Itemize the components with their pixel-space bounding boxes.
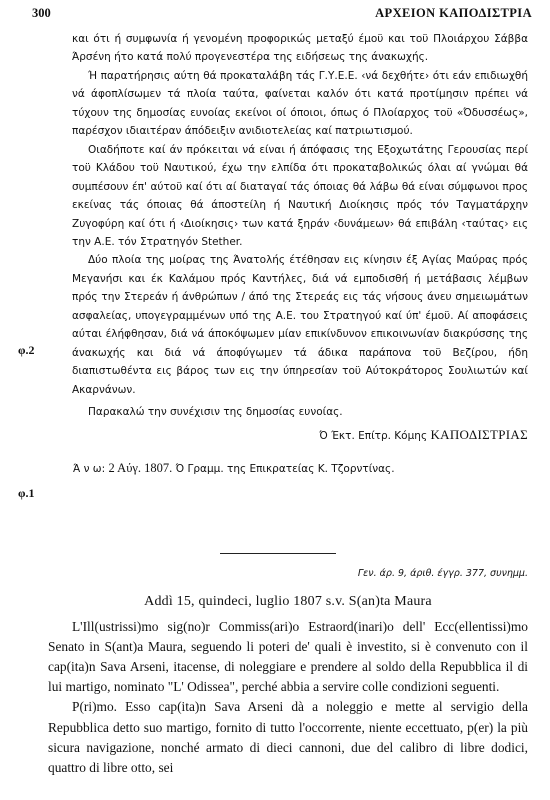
signature-title: Ό Έκτ. Επίτρ. Κόμης bbox=[319, 429, 428, 442]
endorsement-label: Ά ν ω: bbox=[73, 462, 106, 475]
margin-note-folio-1: φ.1 bbox=[18, 486, 35, 500]
greek-letter-text bbox=[72, 30, 528, 478]
endorsement-secretary: Ό Γραμμ. της Επικρατείας Κ. Τζορντίνας. bbox=[175, 462, 395, 475]
greek-paragraph: Οιαδήποτε καί άν πρόκειται νά είναι ή άπόφασις της Εξοχωτάτης Γερουσίας περί τοϋ Κλάδου τοϋ Ναυτικού, έχω την ελπίδα ότι προκαταβολικώς όλαι αί γνώμαι θά συμπέσουν έπ' αύτοϋ καί ότι αί διαταγαί τάς όποιας θά λάβω θά είναι σύμφωνοι προς εκείνας τάς όποιας θά άποστείλη ή Ναυτική Διοίκησις πρός τόν Ταγματάρχην Ζυγοφύρη καί ότι ή ‹Διοίκησις› των κατά ξηράν ‹δυνάμεων› θά επιβάλη ‹ταύτας› εις την Α.Ε. τόν Στρατηγόν Stether. bbox=[72, 143, 528, 248]
italian-document-text bbox=[48, 592, 528, 778]
margin-note-folio-2: φ.2 bbox=[18, 343, 35, 357]
signature-name: ΚΑΠΟΔΙΣΤΡΙΑΣ bbox=[430, 426, 528, 442]
section-divider bbox=[220, 553, 336, 554]
endorsement-line bbox=[72, 459, 528, 478]
page-number: 300 bbox=[32, 6, 51, 20]
greek-paragraph: Ή παρατήρησις αύτη θά προκαταλάβη τάς Γ.Υ.Ε.Ε. ‹νά δεχθήτε› ότι εάν επιδιωχθή νά άφοπλίσωμεν τά πλοία ταύτα, φαίνεται καλόν ότι κατά προτίμησιν πρέπει νά τύχουν της δημοσίας ευνοίας εκείνοι οί όποιοι, όπως ό Πλοίαρχος τοϋ «Όδυσσέως», παρέσχον ιδιαιτέραν άπόδειξιν ανιδιοτελείας καί πατριωτισμού. bbox=[72, 69, 528, 138]
endorsement-date: 2 Αύγ. 1807. bbox=[108, 460, 173, 475]
archive-reference: Γεν. άρ. 9, άριθ. έγγρ. 377, συνημμ. bbox=[357, 568, 528, 579]
greek-closing-request: Παρακαλώ την συνέχισιν της δημοσίας ευνοίας. bbox=[88, 406, 343, 419]
italian-document-heading: Addì 15, quindeci, luglio 1807 s.v. S(an)ta Maura bbox=[144, 594, 432, 609]
page-header bbox=[32, 6, 532, 22]
greek-paragraph: Δύο πλοία της μοίρας της Άνατολής έτέθησαν εις κίνησιν έξ Αγίας Μαύρας πρός Μεγανήσι και έκ Καλάμου πρός Καντήλες, διά νά εμποδισθή ή μετάβασις λέμβων πρός την Στερεάν ή άνθρώπων / άπό της Στερεάς εις τάς νήσους άνευ σημειωμάτων ασφαλείας, υπογεγραμμένων υπό της Α.Ε. του Στρατηγού καί ύπ' έμοϋ. Αί αποφάσεις αύται έλήφθησαν, διά νά άποκόψωμεν μίαν επικίνδυνον επικοινωνίαν διακρύσσης της άνακωχής και διά νά άποφύγωμεν τά άδικα παράπονα τοϋ Βεζίρου, ήδη διαπιστωθέντα εις βάρος των εις την ύπηρεσίαν τοϋ Αύτοκράτορος Σουλιωτών καί Ακαρνάνων. bbox=[72, 254, 528, 396]
italian-paragraph: P(ri)mo. Esso cap(ita)n Sava Arseni dà a noleggio e mette al servigio della Repubblica detto suo martigo, fornito di tutto l'occorrente, niente eccettuato, p(er) la più sicura navigazione, nonché armato di dieci cannoni, due del calibro di libre dodici, quattro di libre otto, sei bbox=[48, 699, 528, 775]
signature-line bbox=[72, 426, 528, 445]
italian-paragraph: L'Ill(ustrissi)mo sig(no)r Commiss(ari)o Estraord(inari)o dell' Ecc(ellentissi)mo Senato in S(ant)a Maura, seguendo li poteri de' quali è investito, si è convenuto con il cap(ita)n Sava Arseni, itacense, di noleggiare e prendere al soldo della Repubblica il di lui martigo, nominato "L' Odissea", perché abbia a servire colle condizioni seguenti. bbox=[48, 619, 528, 695]
running-title: ΑΡΧΕΙΟΝ ΚΑΠΟΔΙΣΤΡΙΑ bbox=[375, 6, 532, 20]
greek-paragraph-continuation: και ότι ή συμφωνία ή γενομένη προφορικώς μεταξύ έμοϋ και τοϋ Πλοιάρχου Σάββα Άρσένη ήτο κατά πολύ προγενεστέρα της ειδήσεως της άνακωχής. bbox=[72, 33, 528, 64]
